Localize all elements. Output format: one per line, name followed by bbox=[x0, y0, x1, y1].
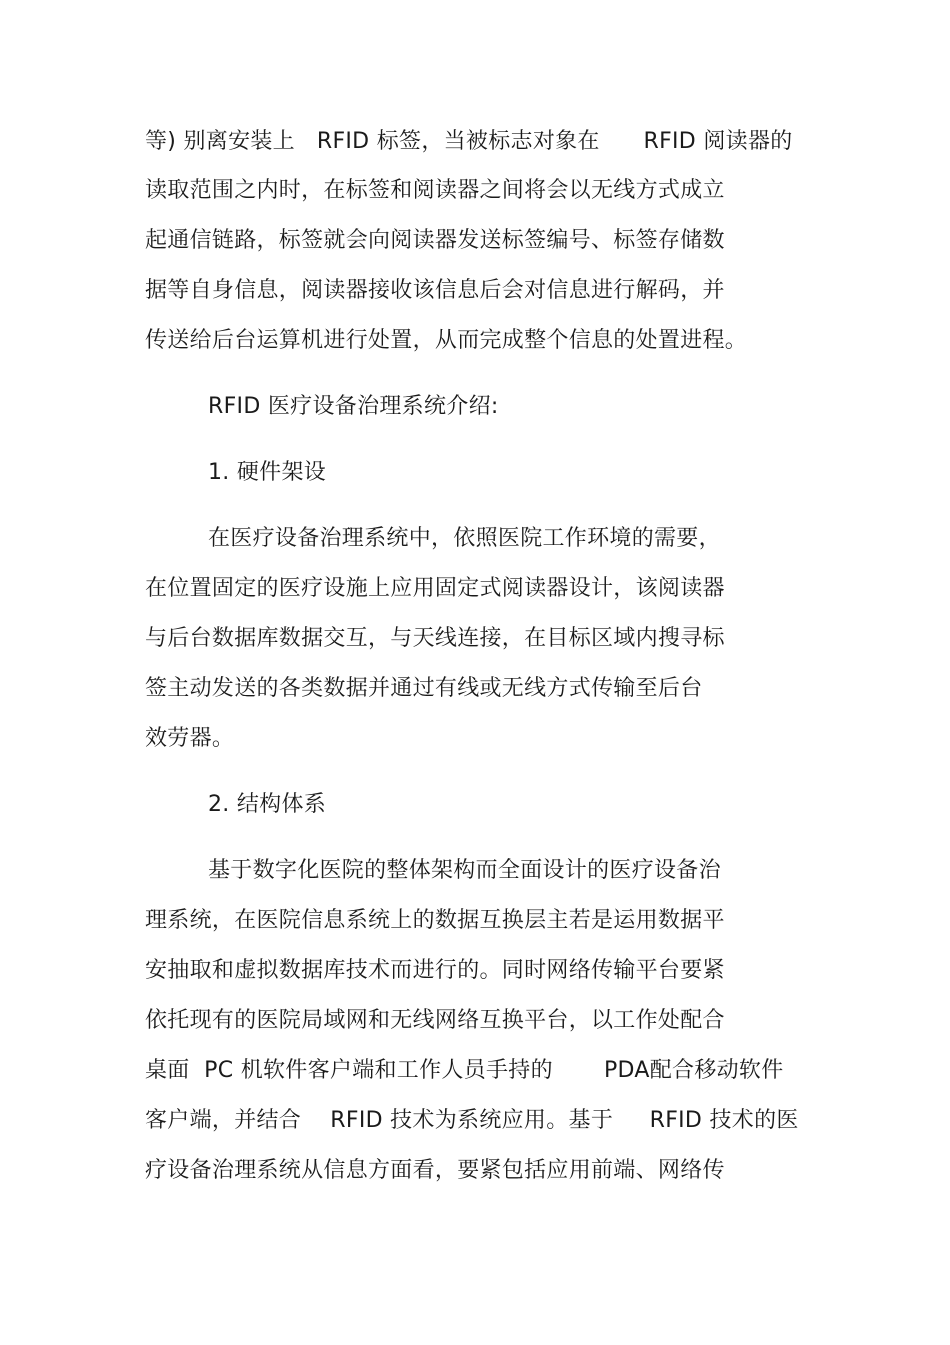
paragraph-line: 读取范围之内时，在标签和阅读器之间将会以无线方式成立 bbox=[145, 178, 725, 203]
paragraph-line: 在位置固定的医疗设施上应用固定式阅读器设计，该阅读器 bbox=[145, 576, 725, 601]
paragraph-line: 疗设备治理系统从信息方面看，要紧包括应用前端、网络传 bbox=[145, 1158, 725, 1183]
section-heading-hardware: 1. 硬件架设 bbox=[208, 460, 327, 485]
paragraph-line: 起通信链路，标签就会向阅读器发送标签编号、标签存储数 bbox=[145, 228, 725, 253]
paragraph-line: 传送给后台运算机进行处置，从而完成整个信息的处置进程。 bbox=[145, 328, 748, 353]
paragraph-line: 桌面 PC 机软件客户端和工作人员手持的 PDA配合移动软件 bbox=[145, 1058, 784, 1083]
paragraph-line: 据等自身信息，阅读器接收该信息后会对信息进行解码，并 bbox=[145, 278, 725, 303]
paragraph-line: 基于数字化医院的整体架构而全面设计的医疗设备治 bbox=[208, 858, 721, 883]
paragraph-line: 签主动发送的各类数据并通过有线或无线方式传输至后台 bbox=[145, 676, 703, 701]
paragraph-line: 效劳器。 bbox=[145, 726, 235, 751]
paragraph-line: 客户端，并结合 RFID 技术为系统应用。基于 RFID 技术的医 bbox=[145, 1108, 799, 1133]
paragraph-line: 理系统，在医院信息系统上的数据互换层主若是运用数据平 bbox=[145, 908, 725, 933]
section-heading-structure: 2. 结构体系 bbox=[208, 792, 327, 817]
paragraph-line: 依托现有的医院局域网和无线网络互换平台，以工作处配合 bbox=[145, 1008, 725, 1033]
section-intro-heading: RFID 医疗设备治理系统介绍: bbox=[208, 394, 499, 419]
paragraph-line: 在医疗设备治理系统中，依照医院工作环境的需要， bbox=[208, 526, 721, 551]
paragraph-line: 等) 别离安装上 RFID 标签，当被标志对象在 RFID 阅读器的 bbox=[145, 129, 793, 154]
paragraph-line: 与后台数据库数据交互，与天线连接，在目标区域内搜寻标 bbox=[145, 626, 725, 651]
paragraph-line: 安抽取和虚拟数据库技术而进行的。同时网络传输平台要紧 bbox=[145, 958, 725, 983]
